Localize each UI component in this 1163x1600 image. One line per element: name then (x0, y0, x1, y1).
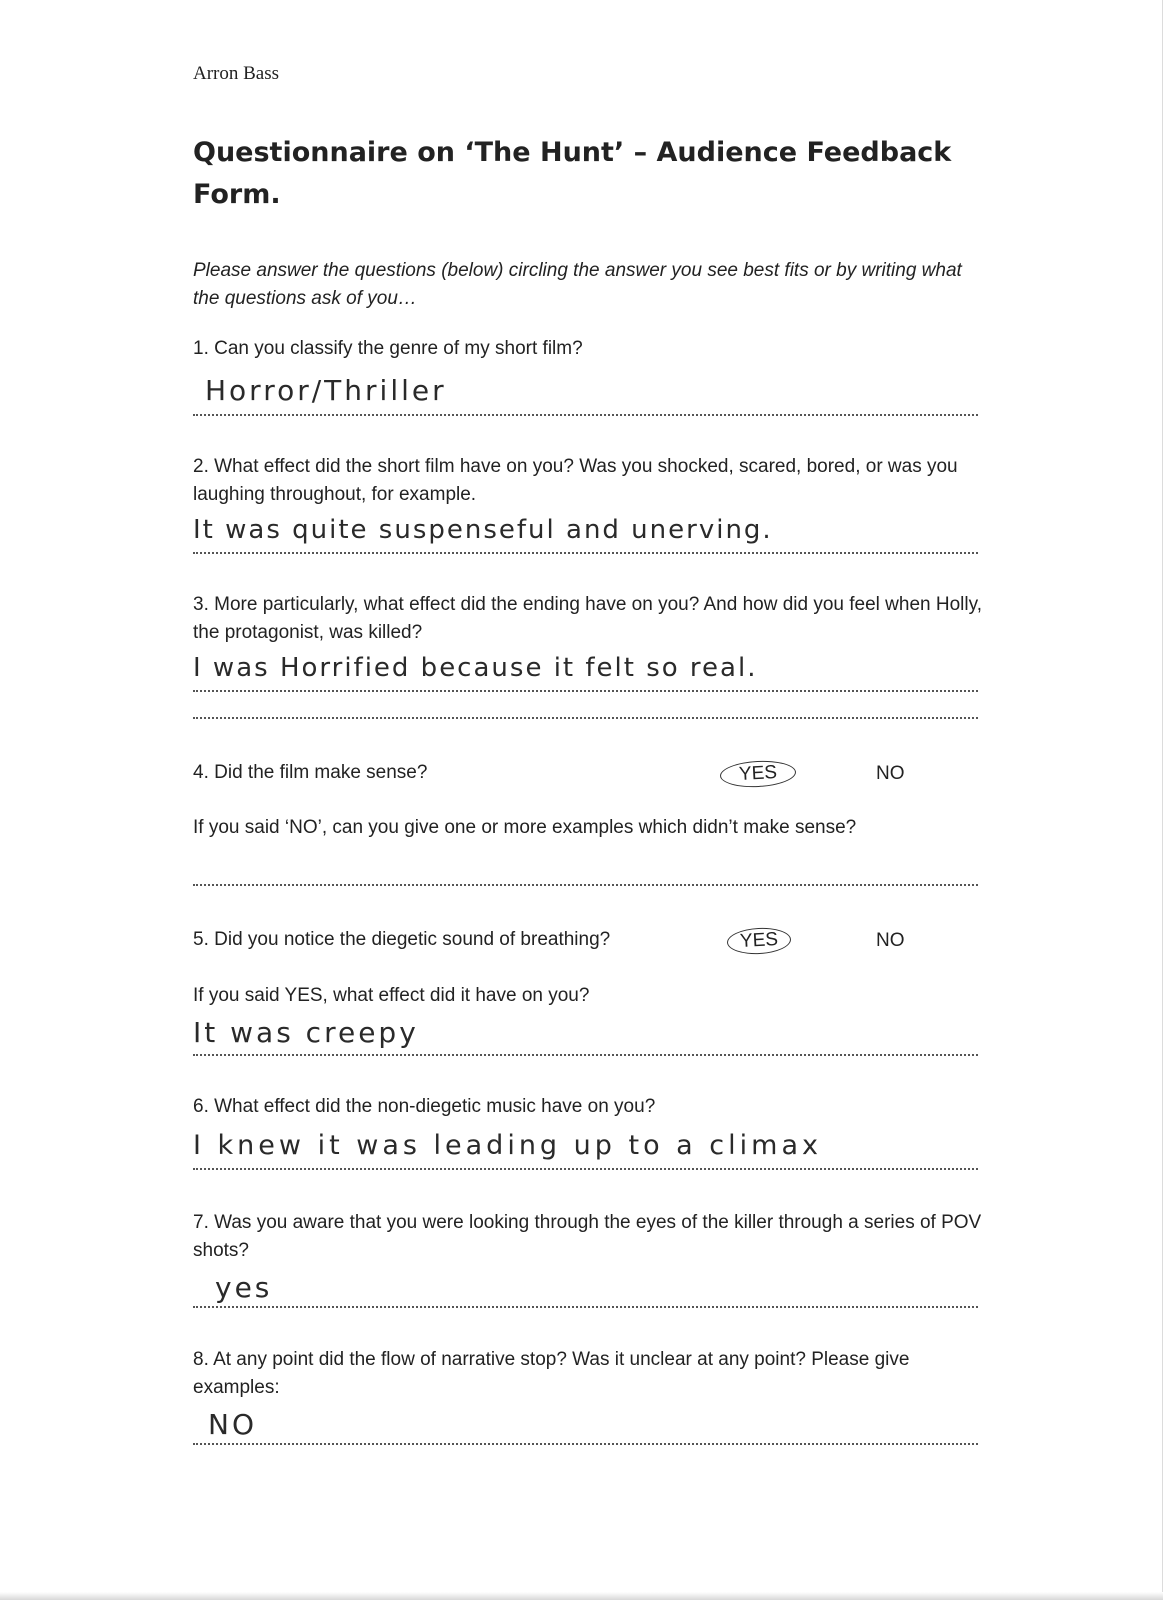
answer-line-8 (193, 1443, 978, 1445)
instructions: Please answer the questions (below) circling the answer you see best fits or by writing what the questions ask of you… (193, 260, 962, 309)
scan-edge (0, 1592, 1163, 1600)
question-7: 7. Was you aware that you were looking through the eyes of the killer through a series of POV shots? (193, 1212, 982, 1261)
answer-line-2 (193, 552, 978, 554)
answer-1: Horror/Thriller (205, 374, 447, 407)
answer-7: yes (215, 1271, 273, 1304)
question-4-followup: If you said ‘NO’, can you give one or more examples which didn’t make sense? (193, 817, 857, 838)
question-3: 3. More particularly, what effect did the ending have on you? And how did you feel when Holly, the protagonist, was killed? (193, 594, 982, 643)
answer-3: I was Horrified because it felt so real. (193, 653, 758, 683)
answer-line-4 (193, 884, 978, 886)
answer-5: It was creepy (193, 1016, 419, 1049)
answer-line-5 (193, 1054, 978, 1056)
no-option-5: NO (876, 930, 905, 951)
question-2: 2. What effect did the short film have on you? Was you shocked, scared, bored, or was you laughing throughout, for example. (193, 456, 958, 505)
no-option-4: NO (876, 763, 905, 784)
question-5: 5. Did you notice the diegetic sound of breathing? (193, 929, 611, 950)
answer-line-3a (193, 690, 978, 692)
question-4: 4. Did the film make sense? (193, 762, 428, 783)
yes-option-4-circled: YES (719, 759, 796, 789)
answer-6: I knew it was leading up to a climax (193, 1130, 822, 1161)
question-1: 1. Can you classify the genre of my short film? (193, 338, 583, 359)
answer-8: NO (208, 1408, 257, 1441)
question-5-followup: If you said YES, what effect did it have on you? (193, 985, 590, 1006)
answer-line-3b (193, 717, 978, 719)
yes-option-5-circled: YES (726, 926, 791, 955)
author-name: Arron Bass (193, 63, 280, 84)
answer-2: It was quite suspenseful and unerving. (193, 515, 773, 545)
answer-line-6 (193, 1168, 978, 1170)
question-8: 8. At any point did the flow of narrative stop? Was it unclear at any point? Please give examples: (193, 1349, 910, 1398)
question-6: 6. What effect did the non-diegetic music have on you? (193, 1096, 656, 1117)
answer-line-1 (193, 414, 978, 416)
page-title: Questionnaire on ‘The Hunt’ – Audience Feedback Form. (193, 137, 952, 210)
answer-line-7 (193, 1306, 978, 1308)
